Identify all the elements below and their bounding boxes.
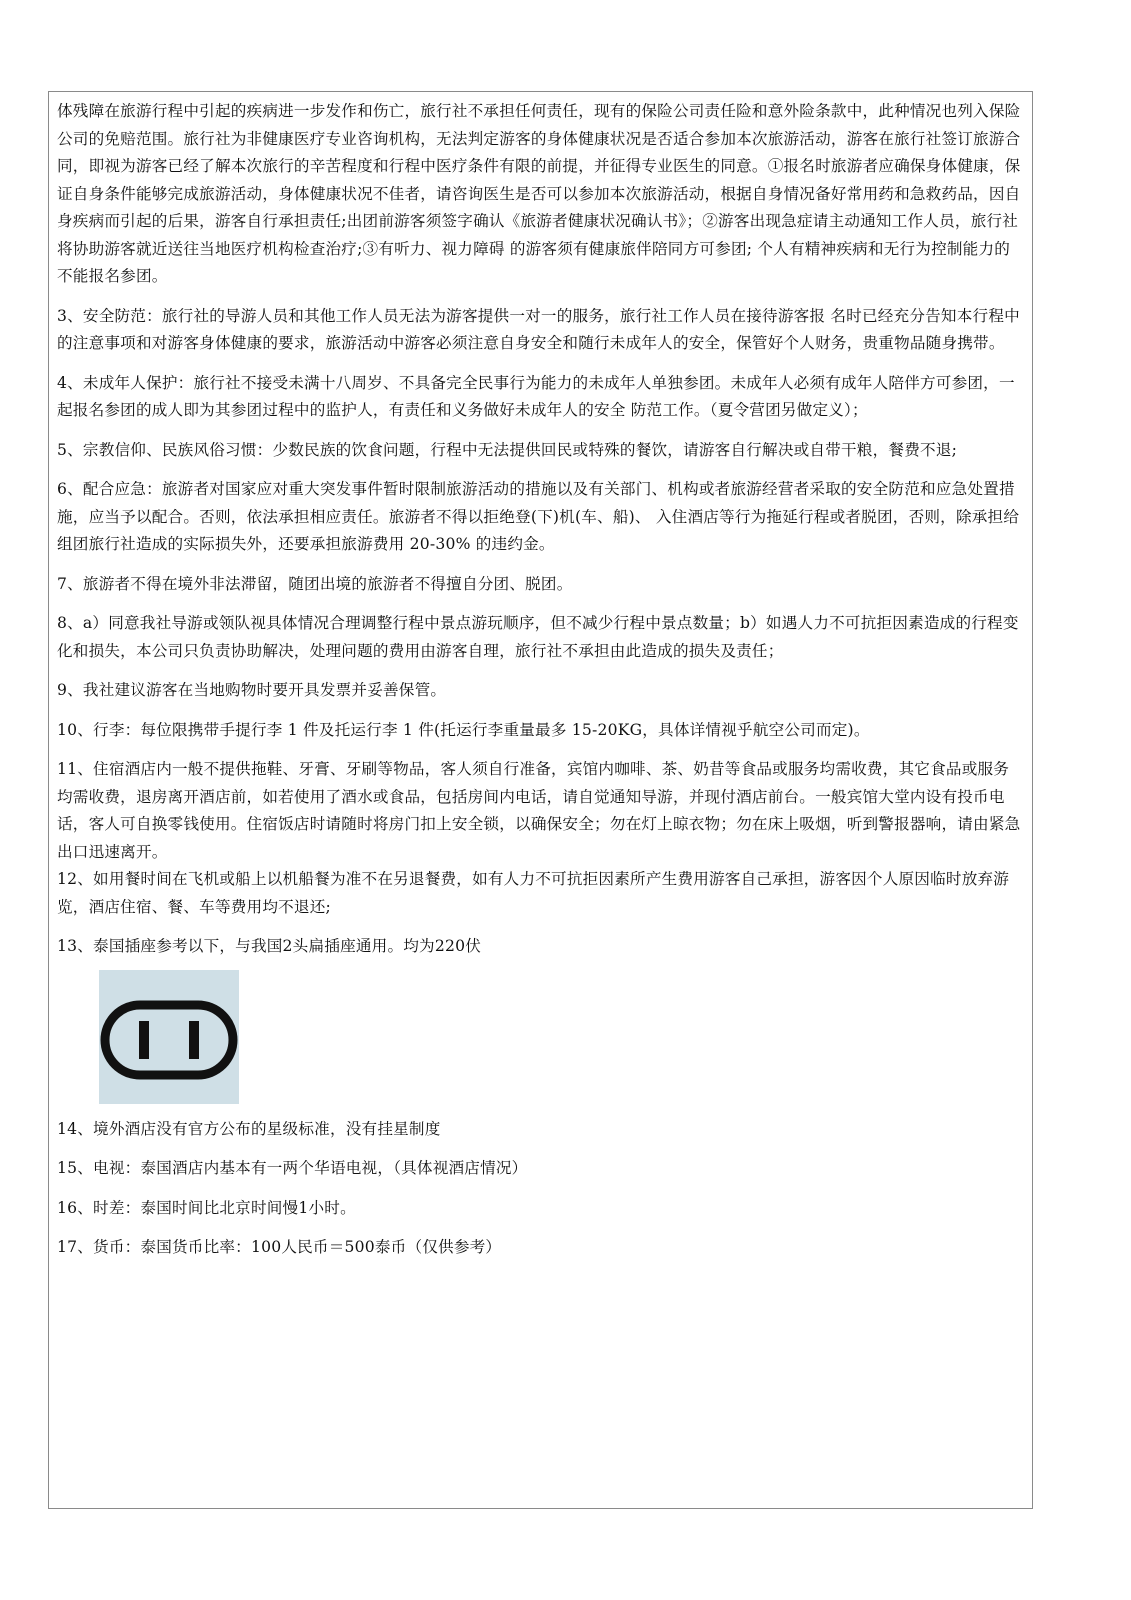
paragraph-religion: 5、宗教信仰、民族风俗习惯：少数民族的饮食问题，行程中无法提供回民或特殊的餐饮，请游客自行解决或自带干粮，餐费不退; xyxy=(57,440,958,459)
paragraph-emergency: 6、配合应急：旅游者对国家应对重大突发事件暂时限制旅游活动的措施以及有关部门、机构或者旅游经营者采取的安全防范和应急处置措施，应当予以配合。否则，依法承担相应责任。旅游者不得以拒绝登(下)机(车、船)、 入住酒店等行为拖延行程或者脱团，否则，除承担给组团旅行社造成的实际损失外，还要承担旅游费用 20-30% 的违约金。 xyxy=(57,480,1020,553)
paragraph-overstay: 7、旅游者不得在境外非法滞留，随团出境的旅游者不得擅自分团、脱团。 xyxy=(57,574,573,593)
paragraph-time-difference: 16、时差：泰国时间比北京时间慢1小时。 xyxy=(57,1198,356,1217)
paragraph-socket: 13、泰国插座参考以下，与我国2头扁插座通用。均为220伏 xyxy=(57,937,481,955)
paragraph-minors: 4、未成年人保护：旅行社不接受未满十八周岁、不具备完全民事行为能力的未成年人单独参团。未成年人必须有成年人陪伴方可参团，一起报名参团的成人即为其参团过程中的监护人，有责任和义务做好未成年人的安全 防范工作。（夏令营团另做定义）； xyxy=(57,373,1015,419)
paragraph-shopping: 9、我社建议游客在当地购物时要开具发票并妥善保管。 xyxy=(57,681,447,699)
paragraph-tv: 15、电视：泰国酒店内基本有一两个华语电视，（具体视酒店情况） xyxy=(57,1159,528,1177)
paragraph-luggage: 10、行李：每位限携带手提行李 1 件及托运行李 1 件(托运行李重量最多 15-20KG，具体详情视乎航空公司而定)。 xyxy=(57,720,870,739)
paragraph-hotel: 11、住宿酒店内一般不提供拖鞋、牙膏、牙刷等物品，客人须自行准备，宾馆内咖啡、茶、奶昔等食品或服务均需收费，其它食品或服务均需收费，退房离开酒店前，如若使用了酒水或食品，包括房间内电话，请自觉通知导游，并现付酒店前台。一般宾馆大堂内设有投币电话，客人可自换零钱使用。住宿饭店时请随时将房门扣上安全锁，以确保安全；勿在灯上晾衣物；勿在床上吸烟，听到警报器响，请由紧急出口迅速离开。 xyxy=(57,760,1021,861)
paragraph-itinerary: 8、a）同意我社导游或领队视具体情况合理调整行程中景点游玩顺序，但不减少行程中景点数量；b）如遇人力不可抗拒因素造成的行程变化和损失，本公司只负责协助解决，处理问题的费用由游客自理，旅行社不承担由此造成的损失及责任； xyxy=(57,614,1019,660)
paragraph-currency: 17、货币：泰国货币比率：100人民币＝500泰币（仅供参考） xyxy=(57,1238,502,1256)
paragraph-star-rating: 14、境外酒店没有官方公布的星级标准，没有挂星制度 xyxy=(57,1119,441,1138)
socket-image xyxy=(99,970,239,1104)
paragraph-meals: 12、如用餐时间在飞机或船上以机船餐为准不在另退餐费，如有人力不可抗拒因素所产生费用游客自己承担，游客因个人原因临时放弃游览，酒店住宿、餐、车等费用均不退还; xyxy=(57,870,1010,916)
power-socket-icon xyxy=(99,970,239,1104)
paragraph-safety: 3、安全防范：旅行社的导游人员和其他工作人员无法为游客提供一对一的服务，旅行社工作人员在接待游客报 名时已经充分告知本行程中的注意事项和对游客身体健康的要求，旅游活动中游客必须注意自身安全和随行未成年人的安全，保管好个人财务，贵重物品随身携带。 xyxy=(57,306,1020,352)
document-body xyxy=(57,98,1023,1262)
paragraph-health: 体残障在旅游行程中引起的疾病进一步发作和伤亡，旅行社不承担任何责任，现有的保险公司责任险和意外险条款中，此种情况也列入保险公司的免赔范围。旅行社为非健康医疗专业咨询机构，无法判定游客的身体健康状况是否适合参加本次旅游活动，游客在旅行社签订旅游合同，即视为游客已经了解本次旅行的辛苦程度和行程中医疗条件有限的前提，并征得专业医生的同意。①报名时旅游者应确保身体健康，保证自身条件能够完成旅游活动，身体健康状况不佳者，请咨询医生是否可以参加本次旅游活动，根据自身情况备好常用药和急救药品，因自身疾病而引起的后果，游客自行承担责任;出团前游客须签字确认《旅游者健康状况确认书》；②游客出现急症请主动通知工作人员，旅行社将协助游客就近送往当地医疗机构检查治疗;③有听力、视力障碍 的游客须有健康旅伴陪同方可参团; 个人有精神疾病和无行为控制能力的不能报名参团。 xyxy=(57,102,1021,285)
